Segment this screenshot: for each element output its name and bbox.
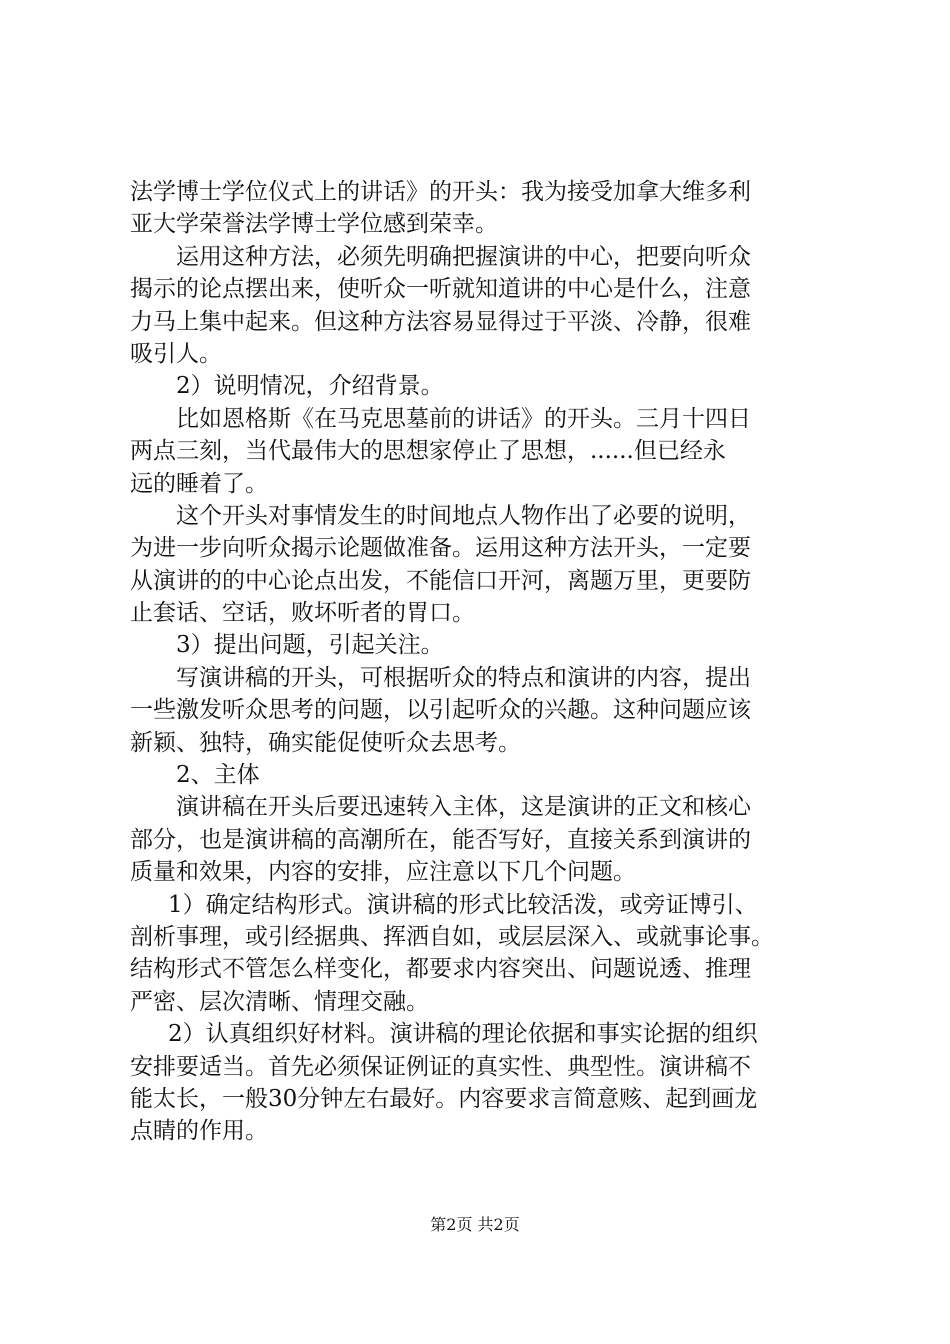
text-line: 剖析事理，或引经据典、挥洒自如，或层层深入、或就事论事。: [130, 923, 774, 950]
text-line: 从演讲的的中心论点出发，不能信口开河，离题万里，更要防: [130, 567, 751, 594]
section-heading: 3）提出问题，引起关注。: [176, 632, 444, 659]
text-line: 演讲稿在开头后要迅速转入主体，这是演讲的正文和核心: [176, 794, 751, 821]
text-line: 能太长，一般30分钟左右最好。内容要求言简意赅、起到画龙: [130, 1085, 758, 1112]
text-line: 这个开头对事情发生的时间地点人物作出了必要的说明，: [176, 502, 751, 529]
text-line: 为进一步向听众揭示论题做准备。运用这种方法开头，一定要: [130, 535, 751, 562]
page-number-footer: 第2页 共2页: [430, 1215, 520, 1234]
text-line: 一些激发听众思考的问题，以引起听众的兴趣。这种问题应该: [130, 697, 751, 724]
text-line: 力马上集中起来。但这种方法容易显得过于平淡、冷静，很难: [130, 308, 751, 335]
text-line: 比如恩格斯《在马克思墓前的讲话》的开头。三月十四日: [176, 405, 751, 432]
text-line: 远的睡着了。: [130, 470, 268, 497]
text-line: 亚大学荣誉法学博士学位感到荣幸。: [130, 211, 498, 238]
text-line: 点睛的作用。: [130, 1118, 268, 1145]
body-text: [130, 176, 830, 1148]
text-line: 安排要适当。首先必须保证例证的真实性、典型性。演讲稿不: [130, 1053, 751, 1080]
text-line: 质量和效果，内容的安排，应注意以下几个问题。: [130, 859, 636, 886]
text-line: 2）认真组织好材料。演讲稿的理论依据和事实论据的组织: [168, 1021, 758, 1048]
text-line: 法学博士学位仪式上的讲话》的开头：我为接受加拿大维多利: [130, 179, 751, 205]
text-line: 吸引人。: [130, 340, 222, 367]
text-line: 运用这种方法，必须先明确把握演讲的中心，把要向听众: [176, 243, 751, 270]
text-line: 止套话、空话，败坏听者的胃口。: [130, 600, 475, 627]
text-line: 结构形式不管怎么样变化，都要求内容突出、问题说透、推理: [130, 956, 751, 983]
section-heading: 2）说明情况，介绍背景。: [176, 373, 444, 400]
text-line: 新颖、独特，确实能促使听众去思考。: [130, 729, 521, 756]
text-line: 部分，也是演讲稿的高潮所在，能否写好，直接关系到演讲的: [130, 826, 751, 853]
text-line: 写演讲稿的开头，可根据听众的特点和演讲的内容，提出: [176, 664, 751, 691]
text-line: 1）确定结构形式。演讲稿的形式比较活泼，或旁证博引、: [168, 891, 758, 918]
text-line: 揭示的论点摆出来，使听众一听就知道讲的中心是什么，注意: [130, 276, 751, 303]
text-line: 两点三刻，当代最伟大的思想家停止了思想，......但已经永: [130, 438, 726, 465]
section-heading: 2、主体: [176, 762, 260, 789]
text-line: 严密、层次清晰、情理交融。: [130, 988, 429, 1015]
